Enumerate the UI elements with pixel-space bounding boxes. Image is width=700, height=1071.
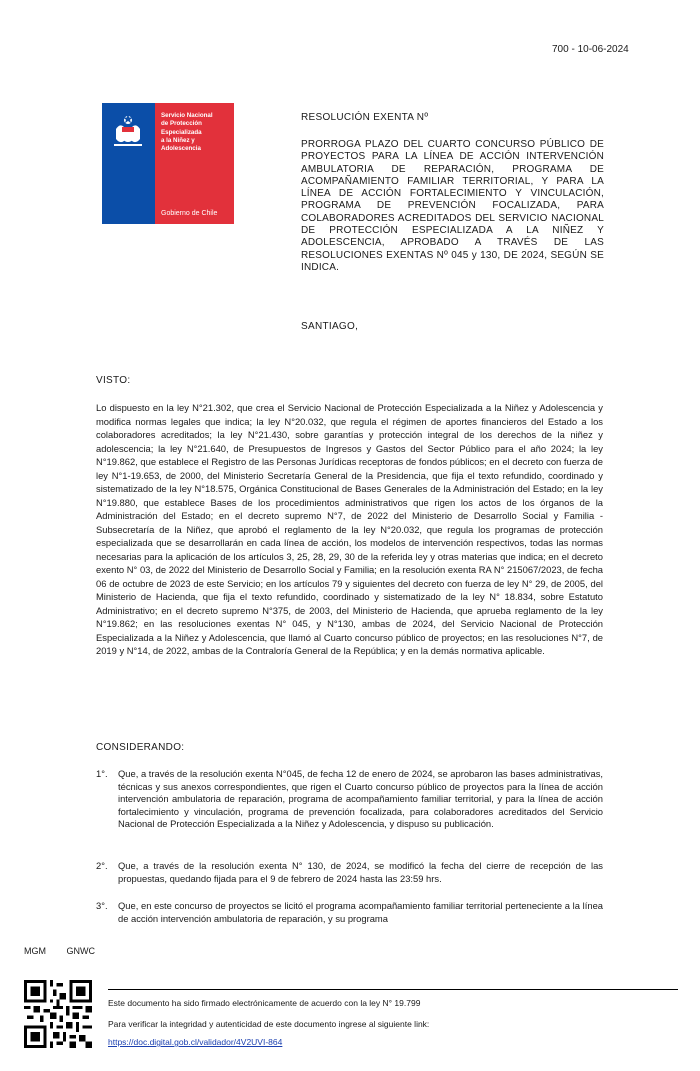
item-text: Que, a través de la resolución exenta N°045, de fecha 12 de enero de 2024, se aprobaron las bases administrativas, técnicas y sus anexos correspondientes, que rigen el Cuarto concurso público de proyectos para la línea de acción intervención ambulatoria de reparación, programa de acompañamiento familiar territorial, y para la línea de acción fortalecimiento y vinculación, programa de prevención focalizada, para colaboradores acreditados del Servicio Nacional de Protección Especializada a la Niñez y Adolescencia, y dispuso su publicación. xyxy=(118,768,603,830)
verification-link[interactable]: https://doc.digital.gob.cl/validador/4V2UVI-864 xyxy=(108,1037,283,1047)
verification-notice: Para verificar la integridad y autenticidad de este documento ingrese al siguiente link: xyxy=(108,1019,430,1029)
signature-notice: Este documento ha sido firmado electrónicamente de acuerdo con la ley N° 19.799 xyxy=(108,998,421,1008)
item-number: 3°. xyxy=(96,900,108,911)
document-number: 700 - 10-06-2024 xyxy=(552,44,629,55)
qr-code-icon xyxy=(24,980,92,1048)
resolution-title: RESOLUCIÓN EXENTA Nº xyxy=(301,112,429,123)
logo-gobierno-label: Gobierno de Chile xyxy=(161,210,218,217)
logo-org-name: Servicio Nacional de Protección Especializada a la Niñez y Adolescencia xyxy=(161,112,213,153)
resolution-subject: PRORROGA PLAZO DEL CUARTO CONCURSO PÚBLICO DE PROYECTOS PARA LA LÍNEA DE ACCIÓN INTERVENCIÓN AMBULATORIA DE REPARACIÓN, PROGRAMA DE ACOMPAÑAMIENTO FAMILIAR TERRITORIAL, Y PARA LA LÍNEA DE ACCIÓN FORTALECIMIENTO Y VINCULACIÓN, PROGRAMA DE PREVENCIÓN FOCALIZADA, PARA COLABORADORES ACREDITADOS DEL SERVICIO NACIONAL DE PROTECCIÓN ESPECIALIZADA A LA NIÑEZ Y ADOLESCENCIA, APROBADO A TRAVÉS DE LAS RESOLUCIONES EXENTAS Nº 045 y 130, DE 2024, SEGÚN SE INDICA. xyxy=(301,139,604,273)
footer-divider xyxy=(108,989,678,990)
logo-blue-panel xyxy=(102,103,155,224)
institution-logo xyxy=(102,103,234,224)
item-number: 1°. xyxy=(96,768,108,779)
logo-red-panel xyxy=(155,103,234,224)
resolution-city: SANTIAGO, xyxy=(301,321,359,332)
visto-paragraph: Lo dispuesto en la ley N°21.302, que crea el Servicio Nacional de Protección Especializada a la Niñez y Adolescencia y modifica normas legales que indica; la ley N°20.032, que regula el régimen de aportes financieros del Estado a los colaboradores acreditados; la ley N°21.430, sobre garantías y protección integral de los derechos de la niñez y adolescencia; la ley N°21.640, de Presupuestos de Ingresos y Gastos del Sector Público para el año 2024; la ley N°19.862, que establece el Registro de las Personas Jurídicas receptoras de fondos públicos; en el decreto con fuerza de ley N°1-19.653, de 2000, del Ministerio Secretaría General de la Presidencia, que fija el texto refundido, coordinado y sistematizado de la ley N°18.575, Orgánica Constitucional de Bases Generales de la Administración del Estado; en la ley N°19.880, que establece Bases de los procedimientos administrativos que rigen los actos de los órganos de la Administración del Estado; en el decreto supremo N°7, de 2022 del Ministerio de Desarrollo Social y Familia - Subsecretaría de la Niñez, que aprobó el reglamento de la ley N°20.032, que regula los programas de protección especializada que se desarrollarán en cada línea de acción, los modelos de intervención respectivos, todas las normas necesarias para la aplicación de los artículos 3, 25, 28, 29, 30 de la referida ley y otras materias que indica; en el decreto exento N° 03, de 2022 del Ministerio de Desarrollo Social y Familia; en la resolución exenta RA N° 215067/2023, de fecha 06 de octubre de 2023 de este Servicio; en los artículos 79 y siguientes del decreto con fuerza de ley N° 29, de 2005, del Ministerio de Hacienda, que fija el texto refundido, coordinado y sistematizado de la ley N° 18.834, sobre Estatuto Administrativo; en el decreto supremo N°375, de 2003, del Ministerio de Hacienda, que aprueba reglamento de la ley N°19.862; en las resoluciones exentas N° 045, y N°130, ambas de 2024, del Servicio Nacional de Protección Especializada a la Niñez y Adolescencia, que llamó al Cuarto concurso público de proyectos; en las resoluciones N°7, de 2019 y N°14, de 2022, ambas de la Contraloría General de la República; y en la demás normativa aplicable. xyxy=(96,402,603,656)
visto-heading: VISTO: xyxy=(96,375,131,386)
item-text: Que, a través de la resolución exenta N° 130, de 2024, se modificó la fecha del cierre de recepción de las propuestas, quedando fijada para el 9 de febrero de 2024 hasta las 23:59 hrs. xyxy=(118,860,603,884)
item-text: Que, en este concurso de proyectos se licitó el programa acompañamiento familiar territorial perteneciente a la línea de acción intervención ambulatoria de reparación, y su programa xyxy=(118,900,603,924)
coat-of-arms-icon xyxy=(108,111,148,151)
author-initials: MGM GNWC xyxy=(24,946,95,956)
considerando-heading: CONSIDERANDO: xyxy=(96,742,185,753)
item-number: 2°. xyxy=(96,860,108,871)
